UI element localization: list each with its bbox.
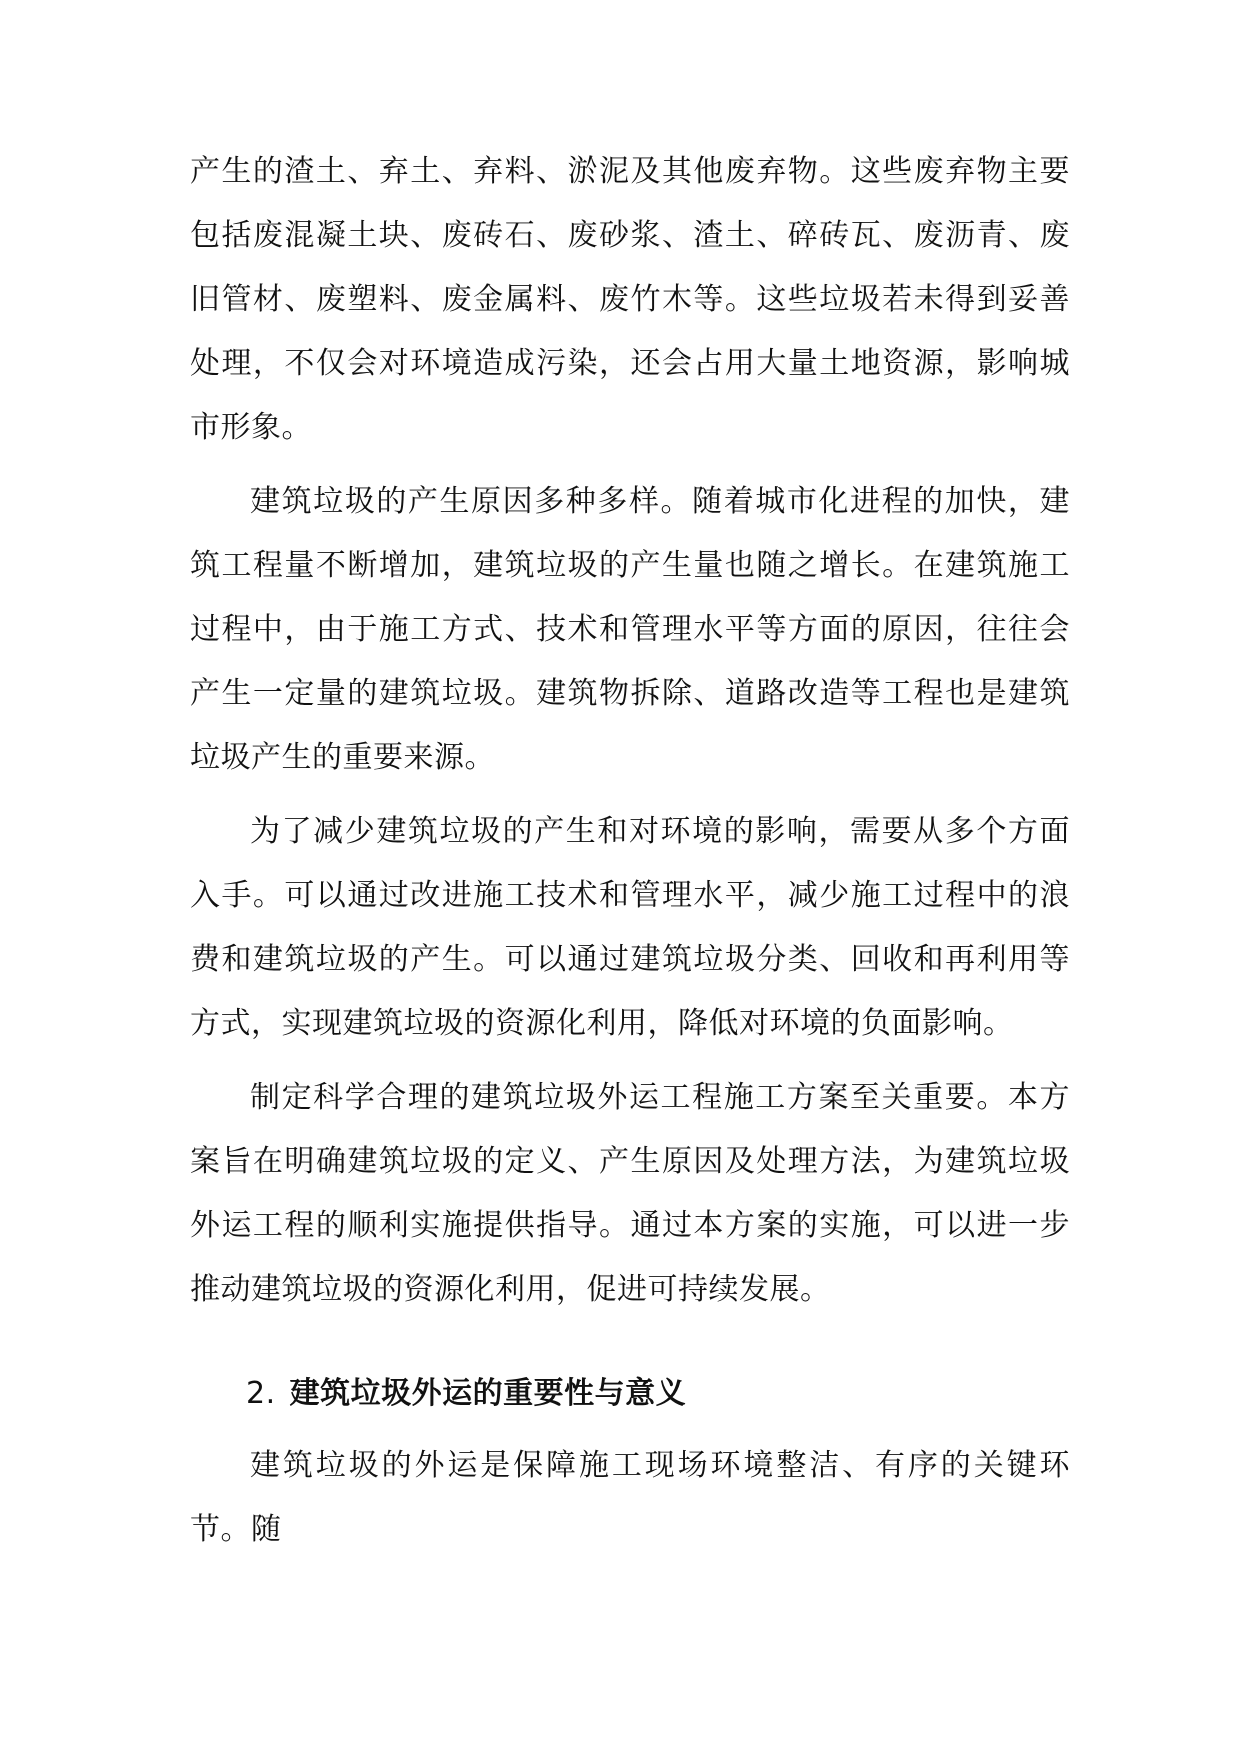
paragraph-section-intro: 建筑垃圾的外运是保障施工现场环境整洁、有序的关键环节。随 <box>190 1448 1070 1547</box>
paragraph-continued: 产生的渣土、弃土、弃料、淤泥及其他废弃物。这些废弃物主要包括废混凝土块、废砖石、废砂浆、渣土、碎砖瓦、废沥青、废旧管材、废塑料、废金属料、废竹木等。这些垃圾若未得到妥善处理，不仅会对环境造成污染，还会占用大量土地资源，影响城市形象。 <box>190 154 1070 445</box>
paragraph-reduction: 为了减少建筑垃圾的产生和对环境的影响，需要从多个方面入手。可以通过改进施工技术和管理水平，减少施工过程中的浪费和建筑垃圾的产生。可以通过建筑垃圾分类、回收和再利用等方式，实现建筑垃圾的资源化利用，降低对环境的负面影响。 <box>190 814 1070 1041</box>
paragraph-causes: 建筑垃圾的产生原因多种多样。随着城市化进程的加快，建筑工程量不断增加，建筑垃圾的产生量也随之增长。在建筑施工过程中，由于施工方式、技术和管理水平等方面的原因，往往会产生一定量的建筑垃圾。建筑物拆除、道路改造等工程也是建筑垃圾产生的重要来源。 <box>190 484 1070 775</box>
section-title: 建筑垃圾外运的重要性与意义 <box>289 1376 687 1411</box>
paragraph-plan-purpose: 制定科学合理的建筑垃圾外运工程施工方案至关重要。本方案旨在明确建筑垃圾的定义、产生原因及处理方法，为建筑垃圾外运工程的顺利实施提供指导。通过本方案的实施，可以进一步推动建筑垃圾的资源化利用，促进可持续发展。 <box>190 1080 1070 1307</box>
section-heading <box>190 1362 1070 1426</box>
document-body <box>190 140 1070 1572</box>
section-number: 2. <box>246 1376 276 1411</box>
